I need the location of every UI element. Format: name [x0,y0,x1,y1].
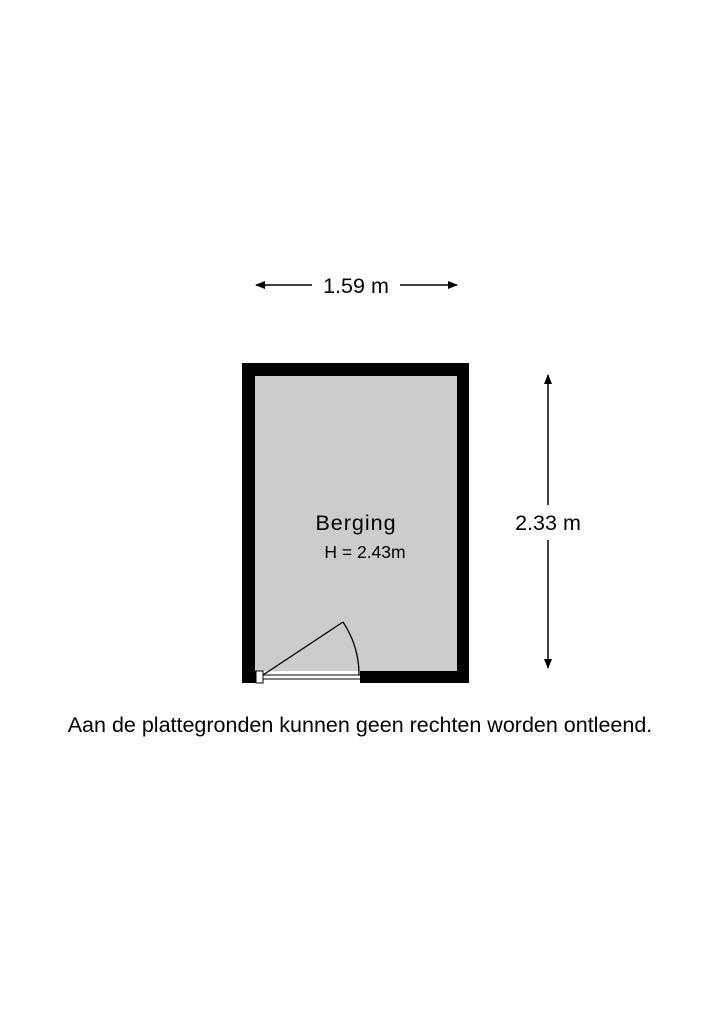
door-frame-right [360,671,368,683]
depth-dimension-label: 2.33 m [515,511,581,535]
depth-dimension [508,375,590,668]
disclaimer-text: Aan de plattegronden kunnen geen rechten worden ontleend. [67,713,653,737]
room-berging [242,363,469,683]
width-dimension-label: 1.59 m [323,274,389,298]
room-name-label: Berging [315,511,397,535]
door-frame-left [256,671,263,683]
room-height-label: H = 2.43m [324,542,406,562]
width-dimension [256,274,457,298]
door-opening [256,671,368,683]
